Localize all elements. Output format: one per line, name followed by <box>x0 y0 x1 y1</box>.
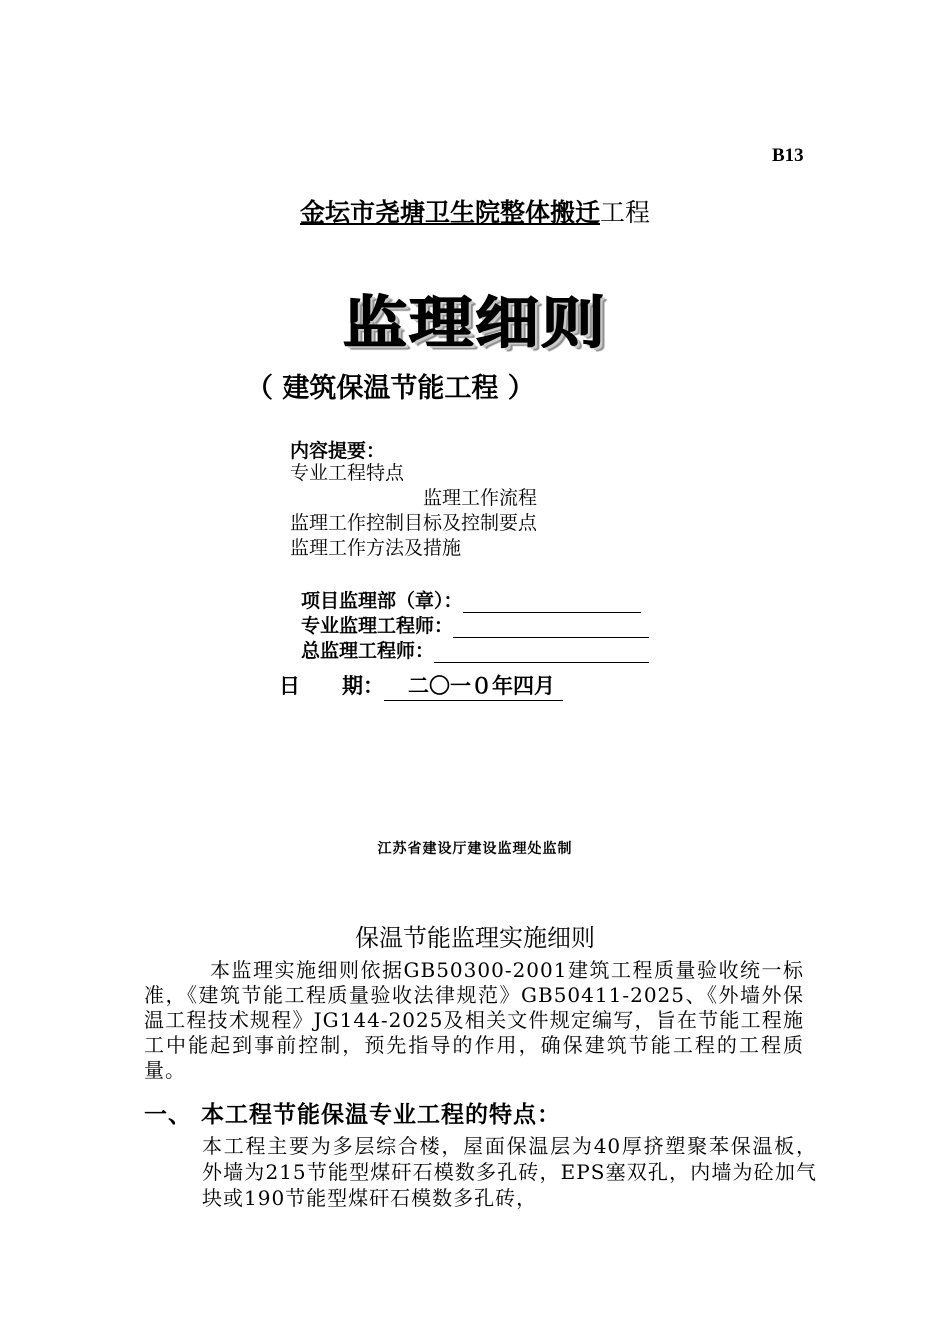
document-code: B13 <box>772 145 804 166</box>
signature-engineer-label: 专业监理工程师： <box>301 615 454 637</box>
intro-paragraph: 本监理实施细则依据GB50300-2001建筑工程质量验收统一标准，《建筑节能工程质量验收法律规范》GB50411-2025、《外墙外保温工程技术规程》JG144-2025及相关文件规定编写，旨在节能工程施工中能起到事前控制，预先指导的作用，确保建筑节能工程的工程质量。 <box>144 958 804 1082</box>
contents-item: 专业工程特点 <box>290 462 405 484</box>
cover-subtitle: （ 建筑保温节能工程 ） <box>246 373 535 404</box>
signature-chief-line[interactable] <box>434 642 649 663</box>
signature-dept-label: 项目监理部（章）： <box>301 590 463 612</box>
cover-title: 监理细则 <box>343 290 607 356</box>
section-paragraph: 本工程主要为多层综合楼，屋面保温层为40厚挤塑聚苯保温板，外墙为215节能型煤矸石模数多孔砖，EPS塞双孔，内墙为砼加气块或190节能型煤矸石模数多孔砖， <box>202 1134 817 1210</box>
contents-item: 监理工作流程 <box>423 487 538 509</box>
signature-engineer-line[interactable] <box>453 617 649 638</box>
contents-item: 监理工作方法及措施 <box>290 537 462 559</box>
signature-engineer <box>301 611 649 638</box>
signature-dept-line[interactable] <box>463 592 641 613</box>
contents-item: 监理工作控制目标及控制要点 <box>290 512 538 534</box>
project-suffix: 工程 <box>600 198 651 227</box>
date-value: 二〇一０年四月 <box>384 670 563 701</box>
date-label: 日 期： <box>279 674 384 698</box>
issuer-line: 江苏省建设厅建设监理处监制 <box>377 841 573 857</box>
section-heading: 一、 本工程节能保温专业工程的特点： <box>144 1102 562 1128</box>
signature-chief <box>301 636 649 663</box>
date-row <box>279 670 563 701</box>
contents-heading: 内容提要： <box>290 440 386 462</box>
signature-chief-label: 总监理工程师： <box>301 640 435 662</box>
body-title: 保温节能监理实施细则 <box>355 924 595 952</box>
project-name-underlined: 金坛市尧塘卫生院整体搬迁 <box>299 198 600 227</box>
signature-dept <box>301 586 641 613</box>
project-name <box>0 193 950 229</box>
